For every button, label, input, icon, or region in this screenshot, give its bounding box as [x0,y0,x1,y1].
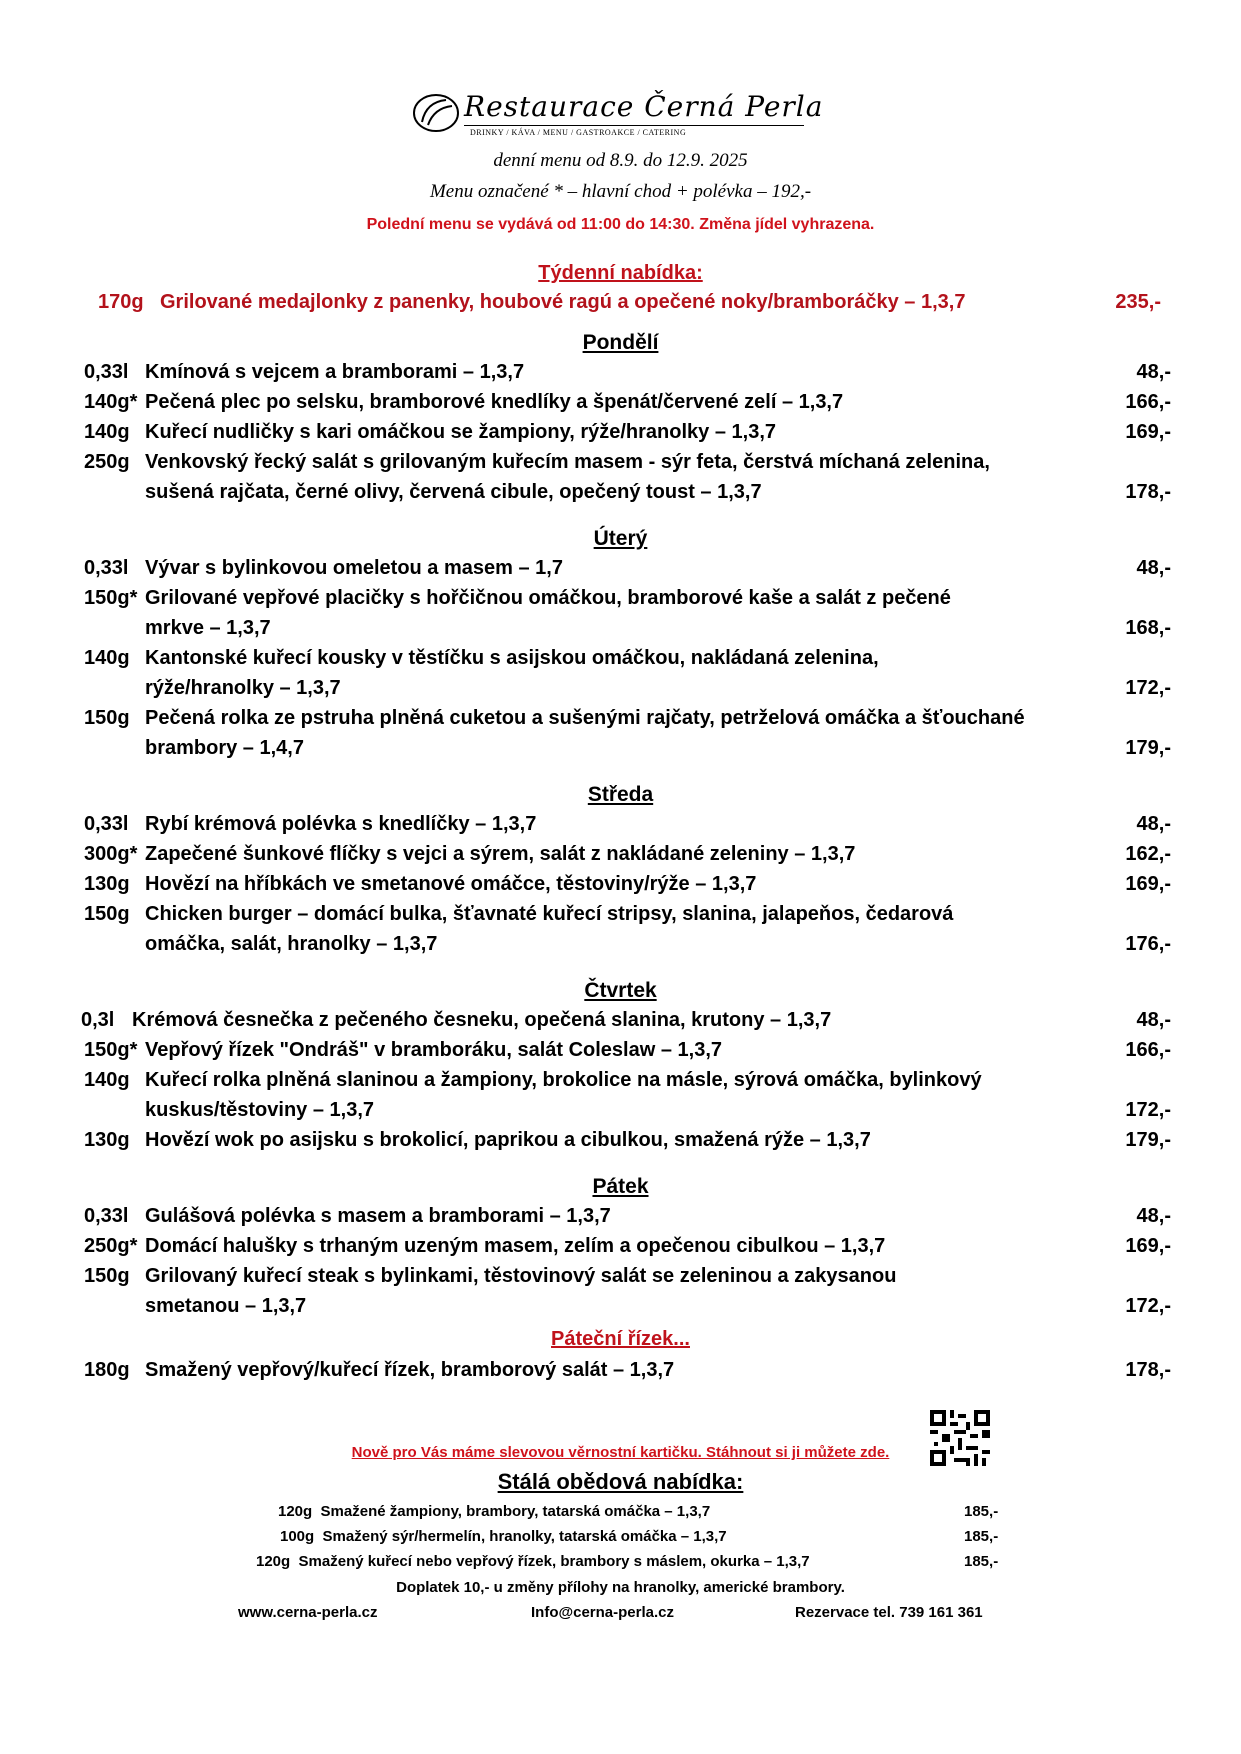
item-name-line2: omáčka, salát, hranolky – 1,3,7 [145,933,438,955]
item-weight: 140g [84,1069,130,1091]
item-price: 169,- [1125,421,1171,443]
menu-item-continuation [0,1099,1241,1129]
email-link[interactable]: Info@cerna-perla.cz [531,1604,674,1621]
logo-subtitle: DRINKY / KÁVA / MENU / GASTROAKCE / CATERING [470,128,687,137]
menu-item [0,421,1241,451]
item-price: 168,- [1125,617,1171,639]
menu-item [0,647,1241,677]
item-name: Rybí krémová polévka s knedlíčky – 1,3,7 [145,813,537,835]
item-weight: 150g* [84,1039,138,1061]
menu-item-continuation [0,677,1241,707]
menu-item [0,1235,1241,1265]
item-price: 235,- [1115,291,1161,313]
menu-item [0,451,1241,481]
item-weight: 0,33l [84,557,129,579]
item-weight: 0,33l [84,813,129,835]
side-dish-surcharge-note: Doplatek 10,- u změny přílohy na hranolky, americké brambory. [396,1579,845,1596]
item-price: 178,- [1125,1359,1171,1381]
item-price: 179,- [1125,737,1171,759]
item-price: 172,- [1125,1099,1171,1121]
logo-title: Restaurace Černá Perla [464,90,824,123]
loyalty-card-link[interactable]: Nově pro Vás máme slevovou věrnostní kartičku. Stáhnout si ji můžete zde. [351,1444,890,1461]
item-name: Smažený vepřový/kuřecí řízek, bramborový salát – 1,3,7 [145,1359,675,1381]
day-title-wednesday: Středa [587,783,654,806]
menu-item [0,1205,1241,1235]
item-weight: 150g [84,903,130,925]
item-name: Smažený kuřecí nebo vepřový řízek, brambory s máslem, okurka – 1,3,7 [298,1553,810,1570]
menu-item [0,813,1241,843]
item-name: Kuřecí rolka plněná slaninou a žampiony, brokolice na másle, sýrová omáčka, bylinkový [145,1069,982,1091]
item-text [280,1528,727,1545]
item-name: Gulášová polévka s masem a bramborami – 1,3,7 [145,1205,611,1227]
item-price: 172,- [1125,677,1171,699]
item-name: Grilované medajlonky z panenky, houbové ragú a opečené noky/bramboráčky – 1,3,7 [160,291,966,313]
item-price: 162,- [1125,843,1171,865]
logo-divider [464,125,804,126]
item-weight: 130g [84,873,130,895]
menu-item [0,1129,1241,1159]
menu-item [0,391,1241,421]
item-weight: 0,33l [84,1205,129,1227]
friday-special-title: Páteční řízek... [551,1328,690,1350]
reservation-phone[interactable]: Rezervace tel. 739 161 361 [795,1604,983,1621]
menu-item [0,361,1241,391]
item-name: Smažený sýr/hermelín, hranolky, tatarská omáčka – 1,3,7 [322,1528,727,1545]
day-title-tuesday: Úterý [593,527,648,550]
menu-item [0,1069,1241,1099]
menu-item [0,707,1241,737]
item-name: Domácí halušky s trhaným uzeným masem, zelím a opečenou cibulkou – 1,3,7 [145,1235,886,1257]
menu-item-continuation [0,617,1241,647]
item-price: 172,- [1125,1295,1171,1317]
menu-item [0,873,1241,903]
item-weight: 0,3l [81,1009,115,1031]
item-weight: 120g [278,1503,313,1520]
menu-item [0,1009,1241,1039]
item-weight: 300g* [84,843,138,865]
item-weight: 150g* [84,587,138,609]
item-name: Pečená plec po selsku, bramborové knedlíky a špenát/červené zelí – 1,3,7 [145,391,844,413]
combo-note: Menu označené * – hlavní chod + polévka – 192,- [429,181,812,202]
item-price: 185,- [964,1503,999,1520]
menu-dates: denní menu od 8.9. do 12.9. 2025 [493,150,748,171]
menu-item-continuation [0,737,1241,767]
friday-special-item [0,1359,1241,1389]
item-weight: 140g [84,647,130,669]
item-name-line2: smetanou – 1,3,7 [145,1295,307,1317]
menu-item [0,587,1241,617]
item-price: 176,- [1125,933,1171,955]
item-name: Chicken burger – domácí bulka, šťavnaté kuřecí stripsy, slanina, jalapeňos, čedarová [145,903,954,925]
item-price: 48,- [1136,557,1171,579]
item-text [256,1553,810,1570]
standing-offer-title: Stálá obědová nabídka: [497,1469,744,1494]
item-name: Smažené žampiony, brambory, tatarská omáčka – 1,3,7 [320,1503,711,1520]
item-name: Kantonské kuřecí kousky v těstíčku s asijskou omáčkou, nakládaná zelenina, [145,647,879,669]
item-name: Grilované vepřové placičky s hořčičnou omáčkou, bramborové kaše a salát z pečené [145,587,951,609]
menu-item-continuation [0,481,1241,511]
item-name-line2: sušená rajčata, černé olivy, červená cibule, opečený toust – 1,3,7 [145,481,762,503]
item-name: Zapečené šunkové flíčky s vejci a sýrem, salát z nakládané zeleniny – 1,3,7 [145,843,856,865]
item-weight: 250g [84,451,130,473]
item-name-line2: brambory – 1,4,7 [145,737,304,759]
item-name: Hovězí na hříbkách ve smetanové omáčce, těstoviny/rýže – 1,3,7 [145,873,757,895]
day-title-monday: Pondělí [582,331,659,354]
weekly-offer-title: Týdenní nabídka: [538,262,703,284]
item-price: 166,- [1125,391,1171,413]
menu-item-continuation [0,933,1241,963]
item-weight: 0,33l [84,361,129,383]
menu-item [0,557,1241,587]
lunch-hours-note: Polední menu se vydává od 11:00 do 14:30. Změna jídel vyhrazena. [366,216,875,233]
pearl-logo-icon [412,92,460,134]
item-name: Vývar s bylinkovou omeletou a masem – 1,7 [145,557,563,579]
item-weight: 150g [84,1265,130,1287]
item-name: Kmínová s vejcem a bramborami – 1,3,7 [145,361,525,383]
day-title-friday: Pátek [592,1175,649,1198]
item-name-line2: mrkve – 1,3,7 [145,617,271,639]
menu-item [0,843,1241,873]
menu-item [0,1265,1241,1295]
item-price: 48,- [1136,1009,1171,1031]
item-name: Vepřový řízek "Ondráš" v bramboráku, salát Coleslaw – 1,3,7 [145,1039,723,1061]
item-text [278,1503,710,1520]
item-name: Venkovský řecký salát s grilovaným kuřecím masem - sýr feta, čerstvá míchaná zelenina, [145,451,990,473]
menu-item-continuation [0,1295,1241,1325]
item-name: Hovězí wok po asijsku s brokolicí, paprikou a cibulkou, smažená rýže – 1,3,7 [145,1129,871,1151]
menu-item [0,1039,1241,1069]
item-weight: 250g* [84,1235,138,1257]
item-name: Kuřecí nudličky s kari omáčkou se žampiony, rýže/hranolky – 1,3,7 [145,421,777,443]
item-price: 166,- [1125,1039,1171,1061]
item-price: 179,- [1125,1129,1171,1151]
item-weight: 150g [84,707,130,729]
restaurant-logo [412,88,872,144]
item-price: 178,- [1125,481,1171,503]
item-price: 48,- [1136,1205,1171,1227]
item-weight: 100g [280,1528,315,1545]
item-name: Krémová česnečka z pečeného česneku, opečená slanina, krutony – 1,3,7 [132,1009,832,1031]
item-price: 185,- [964,1528,999,1545]
website-link[interactable]: www.cerna-perla.cz [238,1604,378,1621]
item-name-line2: rýže/hranolky – 1,3,7 [145,677,341,699]
item-price: 48,- [1136,813,1171,835]
item-name: Pečená rolka ze pstruha plněná cuketou a sušenými rajčaty, petrželová omáčka a šťouchané [145,707,1025,729]
item-name: Grilovaný kuřecí steak s bylinkami, těstovinový salát se zeleninou a zakysanou [145,1265,897,1287]
weekly-offer-item [0,291,1241,321]
item-weight: 140g [84,421,130,443]
day-title-thursday: Čtvrtek [584,979,657,1002]
item-weight: 120g [256,1553,291,1570]
item-price: 169,- [1125,1235,1171,1257]
item-price: 48,- [1136,361,1171,383]
item-weight: 140g* [84,391,138,413]
item-weight: 130g [84,1129,130,1151]
item-weight: 180g [84,1359,130,1381]
item-name-line2: kuskus/těstoviny – 1,3,7 [145,1099,375,1121]
menu-item [0,903,1241,933]
item-price: 169,- [1125,873,1171,895]
item-weight: 170g [98,291,144,313]
item-price: 185,- [964,1553,999,1570]
